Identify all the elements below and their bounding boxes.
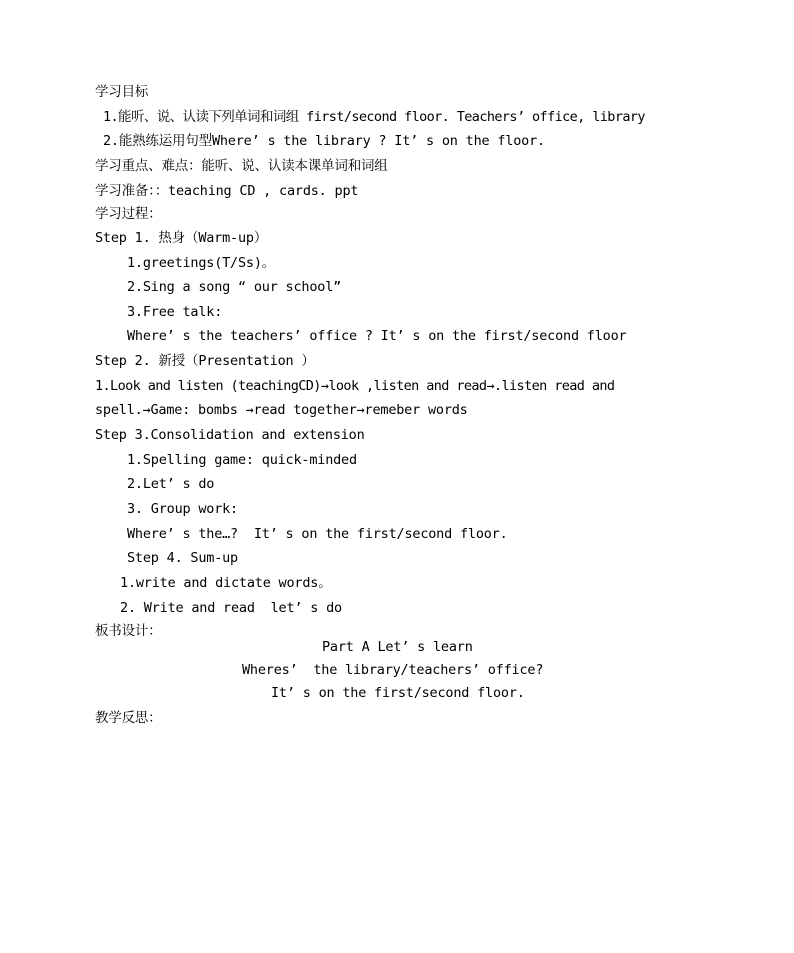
step4-item: 1.write and dictate words。 (120, 575, 332, 591)
board-line: It’ s on the first/second floor. (271, 685, 525, 701)
step1-item: 2.Sing a song “ our school” (127, 279, 342, 295)
step3-item: Where’ s the…? It’ s on the first/second floor. (127, 526, 508, 542)
board-line: Part A Let’ s learn (322, 639, 473, 655)
step2-line: 1.Look and listen (teachingCD)→look ,listen and read→.listen read and (95, 378, 615, 394)
step1-item: 1.greetings(T/Ss)。 (127, 255, 276, 271)
step4-item: 2. Write and read let’ s do (120, 600, 342, 616)
step3-title: Step 3.Consolidation and extension (95, 427, 365, 443)
process-heading: 学习过程： (95, 206, 162, 222)
step3-item: 1.Spelling game: quick-minded (127, 452, 357, 468)
step2-title: Step 2. 新授（Presentation ） (95, 353, 315, 369)
step1-title: Step 1. 热身（Warm-up） (95, 230, 268, 246)
step2-line: spell.→Game: bombs →read together→remeber words (95, 402, 468, 418)
step1-item: 3.Free talk: (127, 304, 223, 320)
board-heading: 板书设计： (95, 623, 162, 639)
step3-item: 3. Group work: (127, 501, 238, 517)
step3-item: 2.Let’ s do (127, 476, 215, 492)
step4-title: Step 4. Sum-up (127, 550, 238, 566)
board-line: Wheres’ the library/teachers’ office? (242, 662, 544, 678)
objective-1: 1.能听、说、认读下列单词和词组 first/second floor. Teachers’ office, library (103, 109, 645, 125)
key-points: 学习重点、难点：能听、说、认读本课单词和词组 (95, 158, 388, 174)
step1-item: Where’ s the teachers’ office ? It’ s on the first/second floor (127, 328, 627, 344)
preparation: 学习准备：：teaching CD , cards. ppt (95, 183, 359, 199)
objective-2: 2.能熟练运用句型Where’ s the library ? It’ s on the floor. (103, 133, 545, 149)
objectives-heading: 学习目标 (95, 84, 149, 100)
reflection-heading: 教学反思： (95, 710, 162, 726)
